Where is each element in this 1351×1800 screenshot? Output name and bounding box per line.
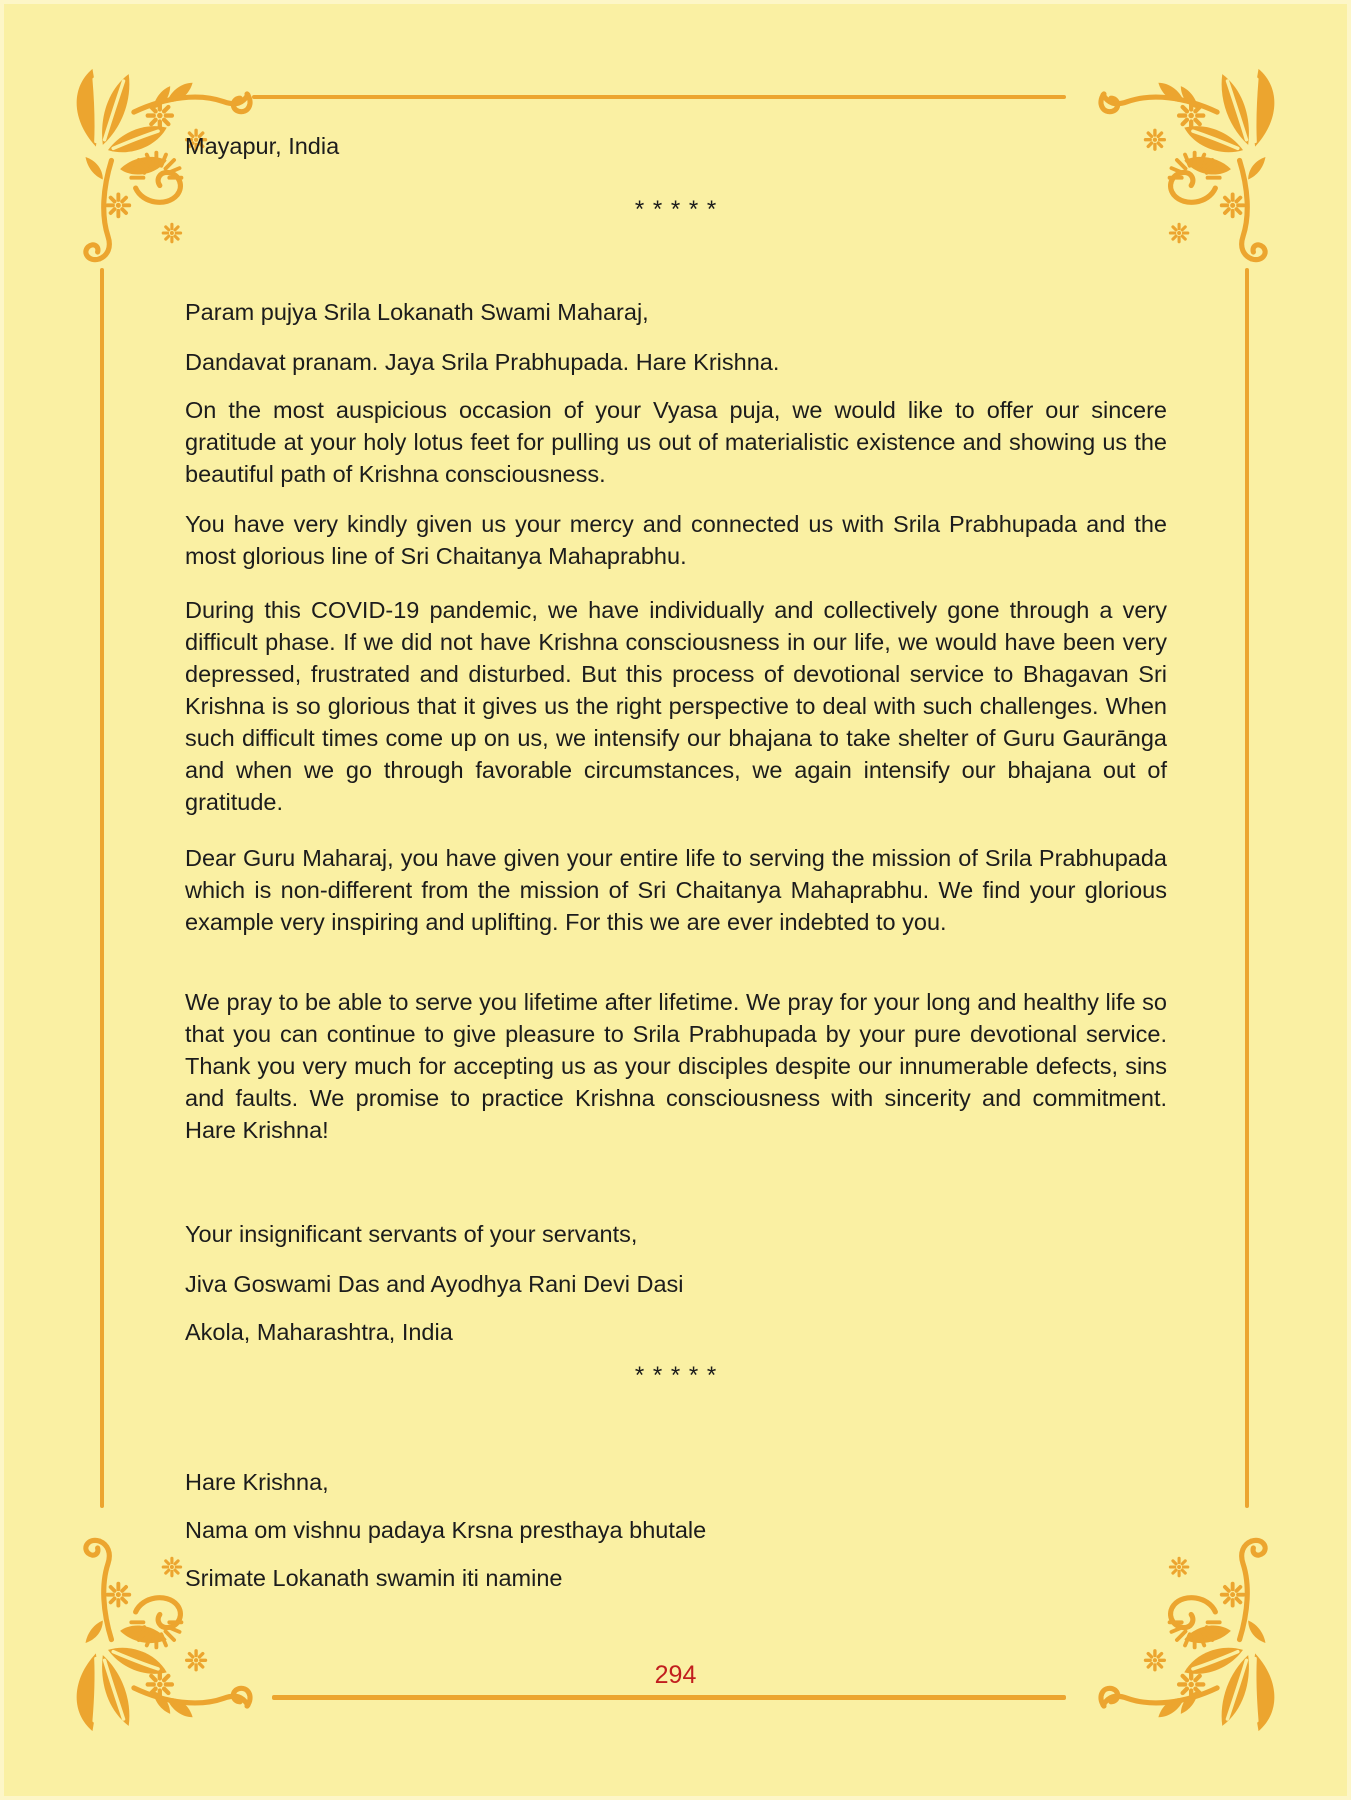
- verse-line: Hare Krishna,: [185, 1469, 329, 1495]
- page-number: 294: [654, 1661, 697, 1689]
- verse-line: Srimate Lokanath swamin iti namine: [185, 1565, 563, 1591]
- body-paragraph: During this COVID-19 pandemic, we have individually and collectively gone through a very difficult phase. If we did not have Krishna consciousness in our life, we would have been very depressed, frustrated and disturbed. But this process of devotional service to Bhagavan Sri Krishna is so glorious that it gives us the right perspective to deal with such challenges. When such difficult times come up on us, we intensify our bhajana to take shelter of Guru Gaurānga and when we go through favorable circumstances, we again intensify our bhajana out of gratitude.: [185, 597, 1167, 815]
- border-line-left: [100, 268, 104, 1508]
- greeting-line: Dandavat pranam. Jaya Srila Prabhupada. Hare Krishna.: [185, 349, 780, 375]
- body-paragraph: On the most auspicious occasion of your Vyasa puja, we would like to offer our sincere gratitude at your holy lotus feet for pulling us out of materialistic existence and showing us the beautiful path of Krishna consciousness.: [185, 397, 1167, 487]
- salutation-line: Param pujya Srila Lokanath Swami Maharaj,: [185, 299, 649, 325]
- body-paragraph: You have very kindly given us your mercy and connected us with Srila Prabhupada and the most glorious line of Sri Chaitanya Mahaprabhu.: [185, 511, 1167, 569]
- signatories-line: Jiva Goswami Das and Ayodhya Rani Devi Dasi: [185, 1271, 684, 1297]
- border-line-right: [1245, 268, 1249, 1508]
- verse-line: Nama om vishnu padaya Krsna presthaya bhutale: [185, 1517, 707, 1543]
- asterisk-separator: * * * * *: [634, 1362, 718, 1389]
- signature-location-line: Akola, Maharashtra, India: [185, 1319, 453, 1345]
- asterisk-separator: * * * * *: [634, 196, 718, 223]
- body-paragraph: Dear Guru Maharaj, you have given your entire life to serving the mission of Srila Prabhupada which is non-different from the mission of Sri Chaitanya Mahaprabhu. We find your glorious example very inspiring and uplifting. For this we are ever indebted to you.: [185, 845, 1167, 935]
- letter-content: [185, 0, 1167, 1800]
- body-paragraph: We pray to be able to serve you lifetime after lifetime. We pray for your long and healthy life so that you can continue to give pleasure to Srila Prabhupada by your pure devotional service. Thank you very much for accepting us as your disciples despite our innumerable defects, sins and faults. We promise to practice Krishna consciousness with sincerity and commitment. Hare Krishna!: [185, 989, 1167, 1143]
- location-line: Mayapur, India: [185, 133, 340, 159]
- closing-line: Your insignificant servants of your servants,: [185, 1221, 638, 1247]
